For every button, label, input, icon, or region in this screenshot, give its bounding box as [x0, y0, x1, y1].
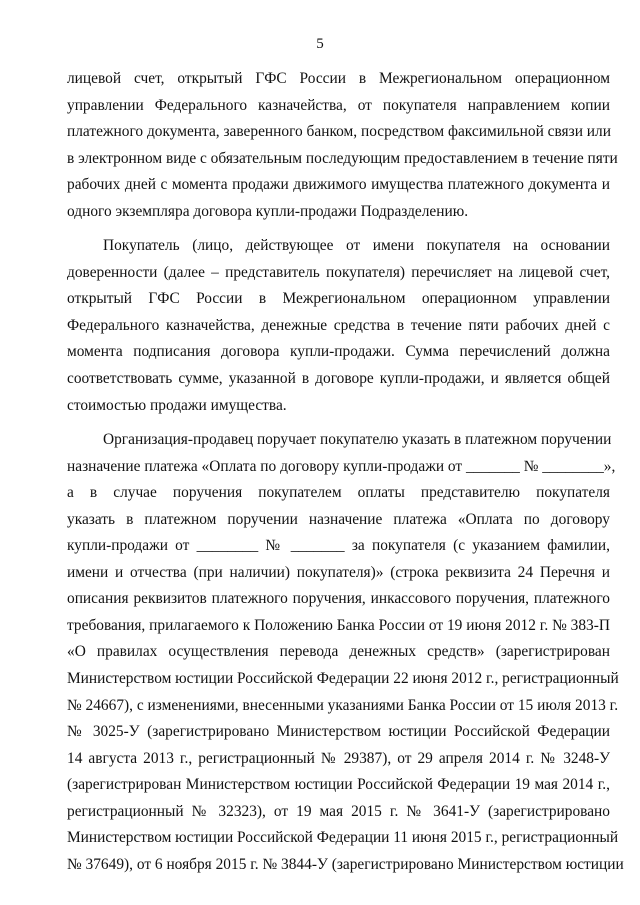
text-line: соответствовать сумме, указанной в договоре купли-продажи, и является общей	[67, 370, 610, 388]
paragraph-payment-confirmation	[67, 66, 618, 225]
paragraph-buyer-transfer	[67, 233, 610, 419]
text-line: № 3025-У (зарегистрировано Министерством юстиции Российской Федерации	[67, 723, 610, 741]
text-line: момента подписания договора купли-продажи. Сумма перечислений должна	[67, 343, 610, 361]
text-line: Министерством юстиции Российской Федерации 22 июня 2012 г., регистрационный	[67, 670, 619, 688]
text-line: доверенности (далее – представитель покупателя) перечисляет на лицевой счет,	[67, 263, 610, 281]
text-line: платежного документа, заверенного банком, посредством факсимильной связи или	[67, 123, 611, 141]
text-line: № 24667), с изменениями, внесенными указаниями Банка России от 15 июля 2013 г.	[67, 696, 619, 714]
text-line: № 37649), от 6 ноября 2015 г. № 3844-У (зарегистрировано Министерством юстиции	[67, 855, 624, 873]
text-line: регистрационный № 32323), от 19 мая 2015 г. № 3641-У (зарегистрировано	[67, 802, 610, 820]
paragraph-spacer	[67, 419, 610, 427]
text-line: а в случае поручения покупателем оплаты представителю покупателя	[67, 484, 610, 502]
text-line: рабочих дней с момента продажи движимого имущества платежного документа и	[67, 176, 610, 194]
text-line: Организация-продавец поручает покупателю указать в платежном поручении	[103, 431, 612, 449]
text-line: (зарегистрирован Министерством юстиции Российской Федерации 19 мая 2014 г.,	[67, 776, 610, 794]
text-line: Покупатель (лицо, действующее от имени покупателя на основании	[103, 237, 610, 255]
text-line: описания реквизитов платежного поручения, инкассового поручения, платежного	[67, 590, 610, 608]
text-line: купли-продажи от ________ № _______ за покупателя (с указанием фамилии,	[67, 537, 610, 555]
text-line: управлении Федерального казначейства, от покупателя направлением копии	[67, 96, 610, 114]
text-line: назначение платежа «Оплата по договору купли-продажи от _______ № ________»,	[67, 457, 616, 475]
text-line: лицевой счет, открытый ГФС России в Межрегиональном операционном	[67, 70, 610, 87]
text-line: одного экземпляра договора купли-продажи Подразделению.	[67, 202, 469, 220]
paragraph-payment-purpose	[67, 427, 624, 878]
text-line: указать в платежном поручении назначение платежа «Оплата по договору	[67, 510, 610, 528]
text-line: стоимостью продажи имущества.	[67, 396, 287, 414]
text-line: имени и отчества (при наличии) покупателя)» (строка реквизита 24 Перечня и	[67, 563, 610, 581]
text-line: 14 августа 2013 г., регистрационный № 29387), от 29 апреля 2014 г. № 3248-У	[67, 749, 610, 767]
page-number: 5	[316, 36, 324, 52]
text-line: «О правилах осуществления перевода денежных средств» (зарегистрирован	[67, 643, 610, 661]
text-line: требования, прилагаемого к Положению Банка России от 19 июня 2012 г. № 383-П	[67, 616, 610, 634]
text-line: Федерального казначейства, денежные средства в течение пяти рабочих дней с	[67, 316, 610, 334]
paragraph-spacer	[67, 225, 610, 233]
text-line: открытый ГФС России в Межрегиональном операционном управлении	[67, 290, 610, 308]
text-line: Министерством юстиции Российской Федерации 11 июня 2015 г., регистрационный	[67, 829, 619, 847]
document-body	[67, 66, 624, 878]
text-line: в электронном виде с обязательным последующим предоставлением в течение пяти	[67, 149, 618, 167]
